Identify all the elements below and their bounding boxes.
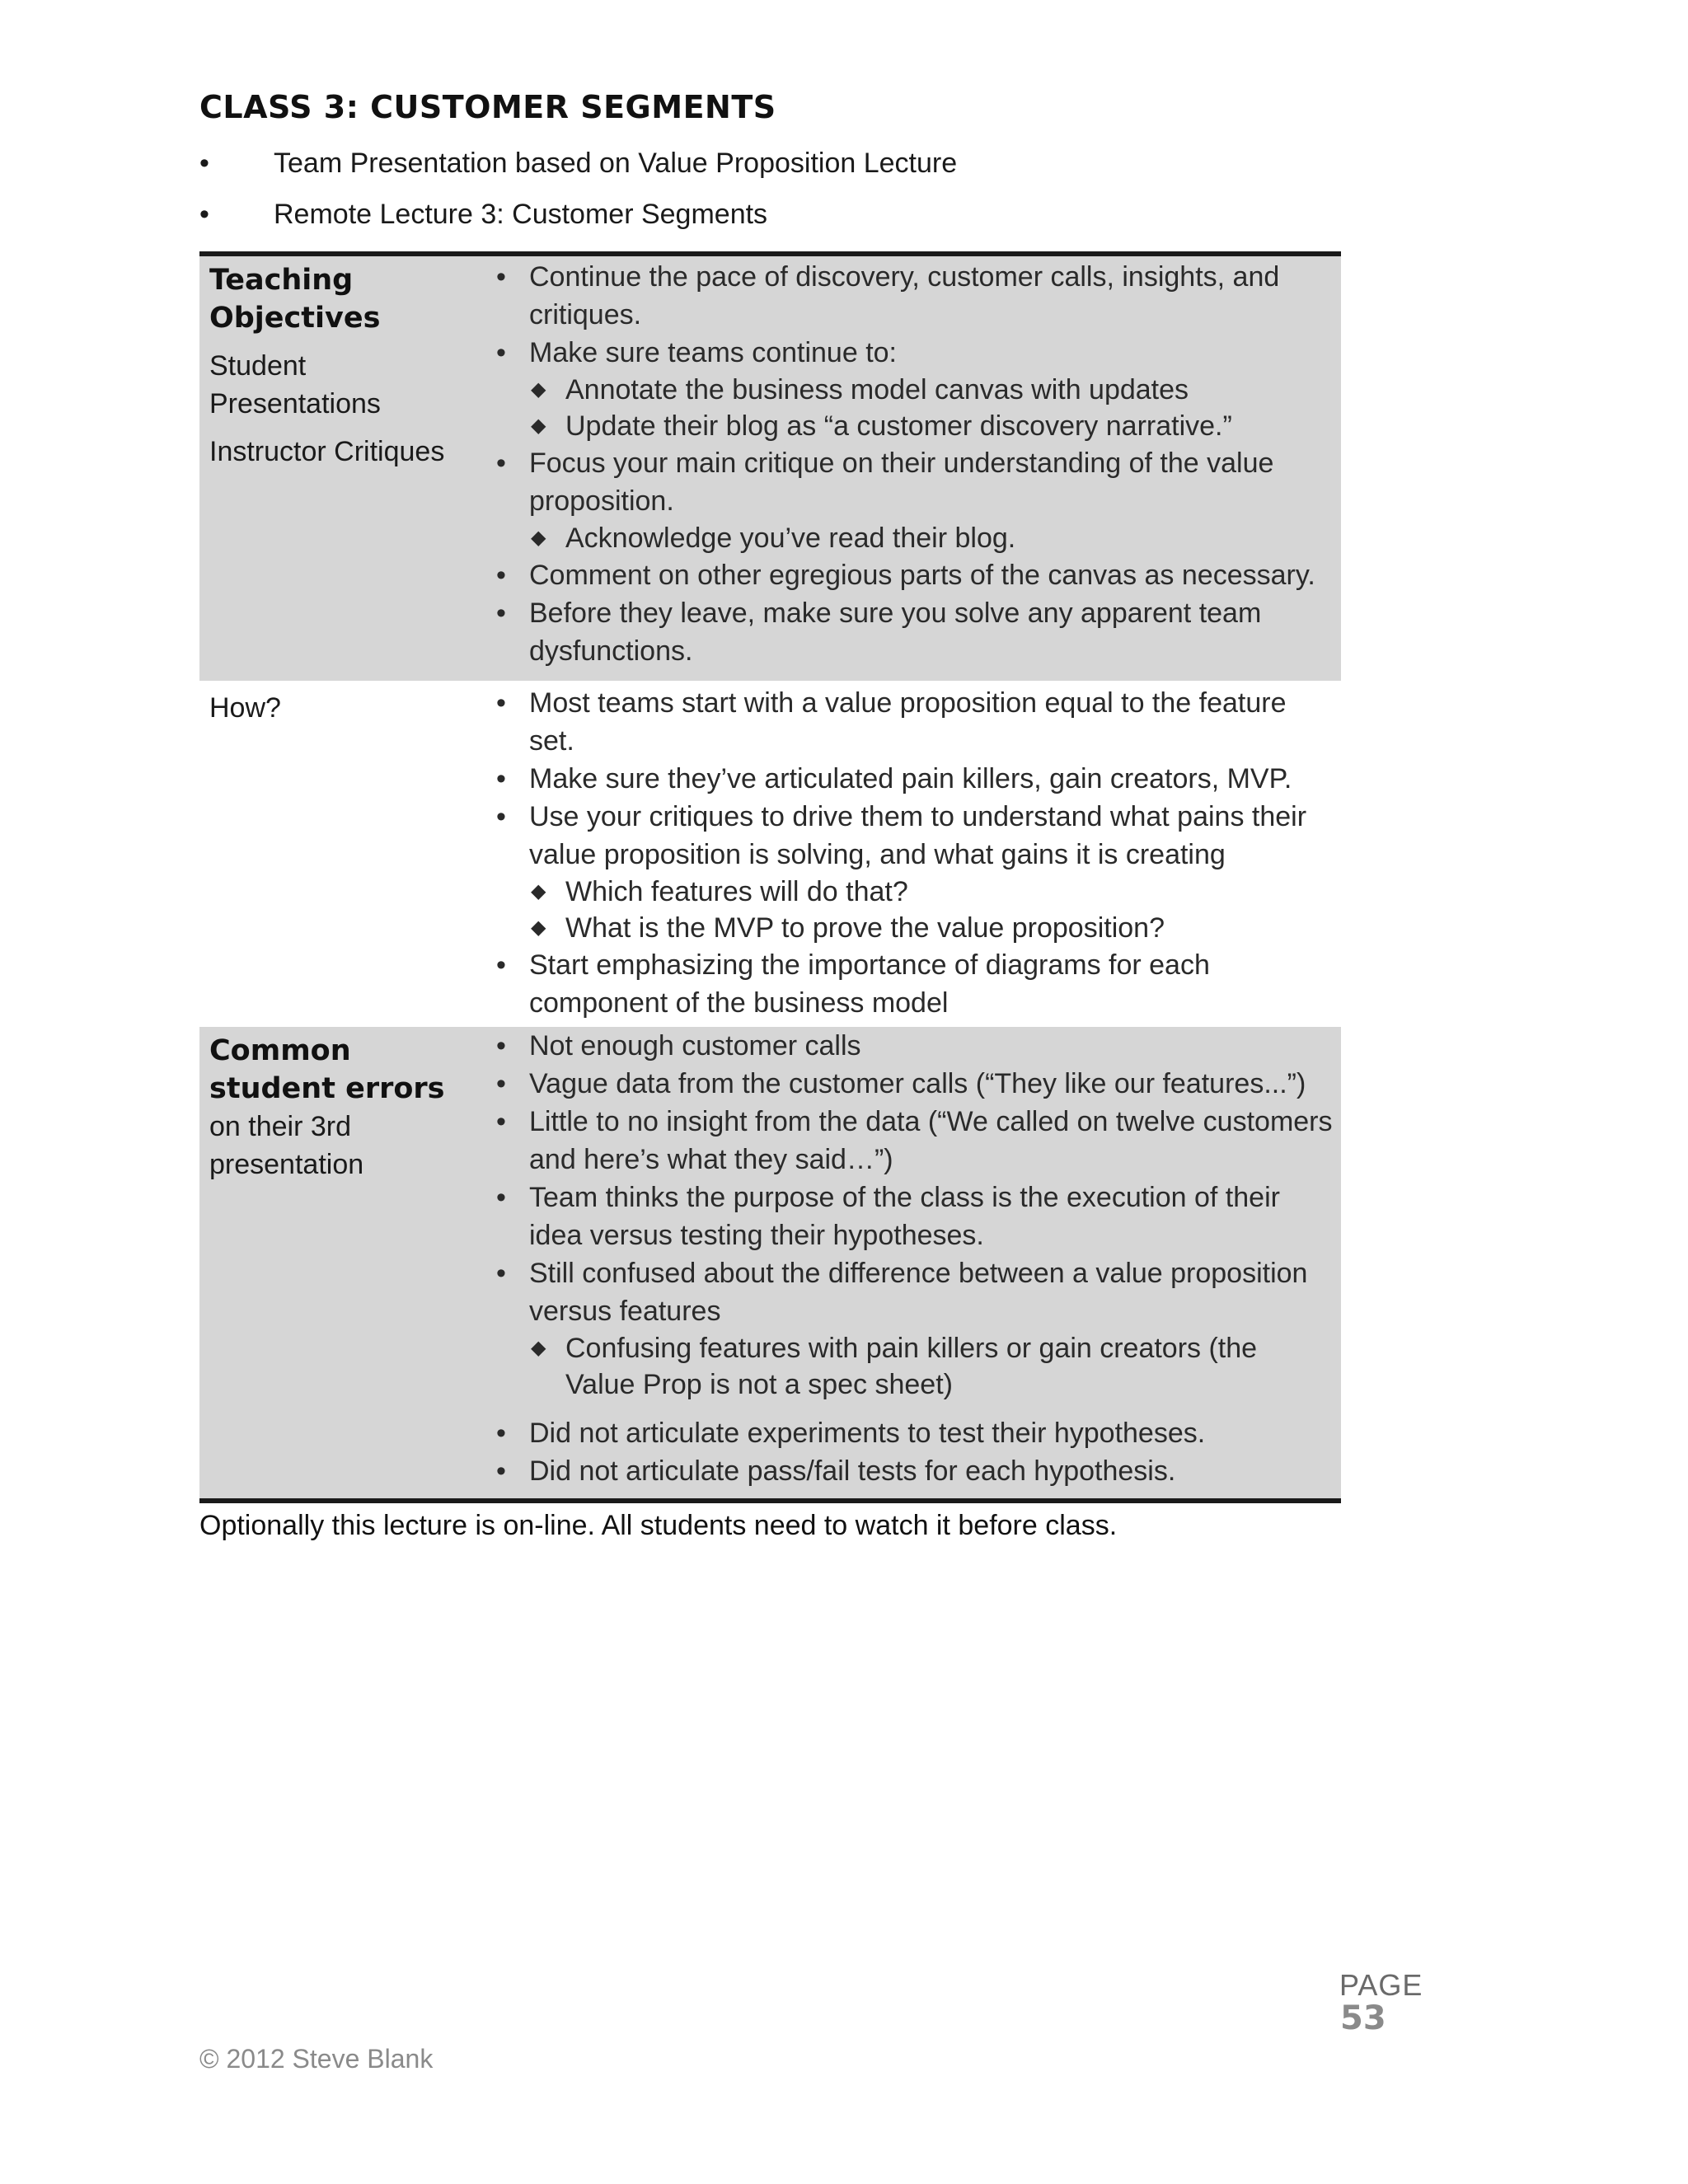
sub-item-list (529, 372, 1333, 444)
list-item (496, 258, 1333, 334)
diamond-bullet-icon: ◆ (531, 1337, 546, 1359)
row-label-bold: Teaching (209, 264, 354, 297)
bullet-glyph: • (496, 1030, 506, 1062)
bullet-glyph: • (496, 687, 506, 719)
bullet-glyph: • (496, 949, 506, 981)
sub-item-list (529, 520, 1333, 556)
table-row-how (199, 681, 1341, 1027)
intro-bullet: • Remote Lecture 3: Customer Segments (199, 199, 768, 230)
list-item (496, 594, 1333, 670)
sub-list-item (529, 372, 1333, 408)
list-item-text: Did not articulate experiments to test their hypotheses. (529, 1418, 1206, 1449)
bullet-glyph: • (496, 261, 506, 293)
sub-item-list (529, 1330, 1333, 1403)
row-label-bold: student errors (209, 1072, 445, 1105)
diamond-bullet-icon: ◆ (531, 415, 546, 437)
diamond-bullet-icon: ◆ (531, 916, 546, 939)
list-item (496, 798, 1333, 946)
list-item (496, 1179, 1333, 1254)
sub-list-item-text: What is the MVP to prove the value proposition? (565, 912, 1165, 944)
bullet-glyph: • (496, 1258, 506, 1289)
list-item-text: Not enough customer calls (529, 1030, 861, 1062)
list-item-text: Comment on other egregious parts of the canvas as necessary. (529, 560, 1315, 591)
bullet-glyph: • (496, 1182, 506, 1213)
page-label: PAGE (1339, 1968, 1423, 2002)
list-item (496, 946, 1333, 1022)
row-label: How? (209, 692, 281, 724)
sub-list-item-text: Acknowledge you’ve read their blog. (565, 523, 1016, 554)
bullet-glyph: • (496, 560, 506, 591)
row-content-cell (199, 681, 1341, 1027)
diamond-bullet-icon: ◆ (531, 527, 546, 549)
sub-list-item-text: Which features will do that? (565, 876, 908, 907)
row-label: presentation (209, 1149, 364, 1180)
list-item (496, 1065, 1333, 1103)
diamond-bullet-icon: ◆ (531, 880, 546, 902)
sub-list-item (529, 520, 1333, 556)
bullet-glyph: • (496, 1418, 506, 1449)
bullet-glyph: • (496, 337, 506, 368)
bullet-glyph: • (496, 448, 506, 479)
item-list (496, 258, 1333, 670)
list-item-text: Little to no insight from the data (“We called on twelve customers and here’s what they said…”) (529, 1106, 1333, 1175)
sub-list-item-text: Confusing features with pain killers or gain creators (the Value Prop is not a spec sheet) (565, 1333, 1258, 1400)
bullet-glyph: • (496, 1455, 506, 1487)
sub-list-item-text: Annotate the business model canvas with updates (565, 374, 1189, 405)
row-label-bold: Objectives (209, 302, 381, 335)
item-list (496, 1027, 1333, 1490)
list-item (496, 1452, 1333, 1490)
row-content-cell (199, 256, 1341, 681)
row-label: Student (209, 350, 307, 382)
bullet-glyph: • (496, 1068, 506, 1099)
list-item (496, 334, 1333, 444)
list-item-text: Use your critiques to drive them to understand what pains their value proposition is solving, and what gains it is creating (529, 801, 1307, 870)
list-item-text: Make sure teams continue to: (529, 337, 898, 368)
list-item (496, 1027, 1333, 1065)
list-item (496, 1254, 1333, 1403)
row-label: Presentations (209, 388, 381, 419)
intro-bullet-list (199, 147, 957, 249)
copyright: © 2012 Steve Blank (199, 2044, 434, 2074)
sub-list-item (529, 408, 1333, 444)
bullet-glyph: • (496, 1106, 506, 1137)
sub-list-item-text: Update their blog as “a customer discovery narrative.” (565, 410, 1232, 442)
page-title: CLASS 3: CUSTOMER SEGMENTS (199, 89, 776, 125)
list-item-text: Team thinks the purpose of the class is the execution of their idea versus testing their hypotheses. (529, 1182, 1280, 1251)
row-label: Instructor Critiques (209, 436, 445, 467)
row-label-bold: Common (209, 1034, 351, 1067)
intro-bullet: • Team Presentation based on Value Proposition Lecture (199, 148, 958, 179)
diamond-bullet-icon: ◆ (531, 378, 546, 401)
footnote: Optionally this lecture is on-line. All students need to watch it before class. (199, 1510, 1118, 1541)
page-number: 53 (1340, 1999, 1386, 2037)
list-item-text: Did not articulate pass/fail tests for each hypothesis. (529, 1455, 1176, 1487)
list-item-text: Vague data from the customer calls (“They like our features...”) (529, 1068, 1306, 1099)
list-item (496, 444, 1333, 556)
list-item (496, 1414, 1333, 1452)
list-item (496, 684, 1333, 760)
list-item (496, 556, 1333, 594)
sub-list-item (529, 910, 1333, 946)
bullet-glyph: • (496, 801, 506, 832)
bullet-glyph: • (496, 763, 506, 794)
list-item (496, 760, 1333, 798)
list-item (496, 1103, 1333, 1179)
list-item-text: Before they leave, make sure you solve any apparent team dysfunctions. (529, 598, 1262, 667)
list-item-text: Continue the pace of discovery, customer calls, insights, and critiques. (529, 261, 1280, 330)
list-item-text: Most teams start with a value proposition equal to the feature set. (529, 687, 1287, 757)
row-label: on their 3rd (209, 1111, 351, 1142)
list-item-text: Start emphasizing the importance of diagrams for each component of the business model (529, 949, 1210, 1019)
item-list (496, 684, 1333, 1022)
table-row-teaching-objectives (199, 256, 1341, 681)
table-row-common-errors (199, 1027, 1341, 1498)
bullet-glyph: • (496, 598, 506, 629)
list-item-text: Still confused about the difference between a value proposition versus features (529, 1258, 1308, 1327)
list-item-text: Focus your main critique on their understanding of the value proposition. (529, 448, 1274, 517)
sub-list-item (529, 1330, 1333, 1403)
row-content-cell (199, 1027, 1341, 1498)
lecture-table (199, 251, 1341, 1503)
sub-item-list (529, 874, 1333, 946)
list-item-text: Make sure they’ve articulated pain killers, gain creators, MVP. (529, 763, 1292, 794)
sub-list-item (529, 874, 1333, 910)
